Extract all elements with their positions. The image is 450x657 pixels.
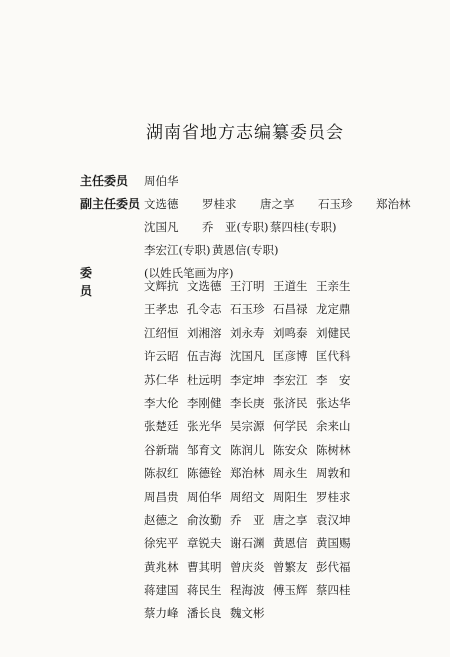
member-name: 文辉抗	[144, 279, 179, 293]
member-name: 王亲生	[316, 279, 351, 293]
members-ordering-note: (以姓氏笔画为序)	[144, 266, 234, 280]
member-name: 沈国凡	[230, 349, 265, 364]
member-name: 傅玉辉	[273, 583, 308, 598]
member-name: 杜远明	[187, 372, 222, 387]
member-name: 蔡四桂	[316, 583, 351, 598]
member-name: 周伯华	[187, 489, 222, 504]
member-name: 陈叔红	[144, 466, 179, 481]
member-name: 文选德	[187, 279, 222, 293]
deputy-row-3	[80, 241, 450, 264]
member-name: 罗桂求	[316, 489, 351, 504]
roster-header	[80, 172, 450, 298]
member-name: 陈树林	[316, 442, 351, 457]
member-name: 匡彦博	[273, 349, 308, 364]
member-name: 李刚健	[187, 395, 222, 410]
members-row	[144, 300, 444, 323]
member-name: 周敦和	[316, 466, 351, 481]
member-name: 陈安众	[273, 442, 308, 457]
member-name: 孔令志	[187, 302, 222, 317]
members-row	[144, 417, 444, 440]
members-row	[144, 558, 444, 581]
members-row	[144, 277, 444, 300]
members-row	[144, 511, 444, 534]
member-name: 张楚廷	[144, 419, 179, 434]
member-name: 蒋建国	[144, 583, 179, 598]
member-name: 张光华	[187, 419, 222, 434]
member-name: 石昌禄	[273, 302, 308, 317]
members-label: 委 员	[80, 266, 129, 298]
member-name: 唐之享	[273, 512, 308, 527]
member-name: 魏文彬	[230, 606, 265, 621]
deputy-row-2	[80, 218, 450, 241]
deputy-name: 黄恩信(专职)	[212, 243, 279, 257]
members-row	[144, 604, 444, 627]
member-name: 曾繁友	[273, 559, 308, 574]
member-name: 刘健民	[316, 325, 351, 340]
deputy-name: 乔 亚(专职)	[202, 220, 269, 234]
member-name: 黄兆林	[144, 559, 179, 574]
members-row	[144, 488, 444, 511]
member-name: 刘永寿	[230, 325, 265, 340]
member-name: 乔 亚	[230, 512, 265, 527]
member-name: 张达华	[316, 395, 351, 410]
deputy-name: 石玉珍	[318, 197, 353, 211]
member-name: 张济民	[273, 395, 308, 410]
member-name: 王道生	[273, 279, 308, 293]
member-name: 彭代福	[316, 559, 351, 574]
member-name: 陈德铨	[187, 466, 222, 481]
members-row	[144, 371, 444, 394]
member-name: 赵德之	[144, 512, 179, 527]
director-name: 周伯华	[144, 174, 179, 188]
member-name: 王汀明	[230, 279, 265, 293]
member-name: 周永生	[273, 466, 308, 481]
member-name: 潘长良	[187, 606, 222, 621]
members-row	[144, 464, 444, 487]
member-name: 周绍文	[230, 489, 265, 504]
member-name: 李定坤	[230, 372, 265, 387]
member-name: 江绍恒	[144, 325, 179, 340]
page-title: 湖南省地方志编纂委员会	[146, 123, 344, 143]
member-name: 黄国赐	[316, 536, 351, 551]
member-name: 匡代科	[316, 349, 351, 364]
member-name: 邹育文	[187, 442, 222, 457]
director-label: 主任委员	[80, 174, 129, 188]
members-row	[144, 534, 444, 557]
member-name: 曾庆炎	[230, 559, 265, 574]
member-name: 陈润儿	[230, 442, 265, 457]
member-name: 蔡力峰	[144, 606, 179, 621]
member-name: 吴宗源	[230, 419, 265, 434]
member-name: 章锐夫	[187, 536, 222, 551]
member-name: 俞汝勤	[187, 512, 222, 527]
member-name: 谷新瑞	[144, 442, 179, 457]
member-name: 李长庚	[230, 395, 265, 410]
deputy-name: 李宏江(专职)	[144, 243, 211, 257]
members-row	[144, 347, 444, 370]
member-name: 苏仁华	[144, 372, 179, 387]
member-name: 何学民	[273, 419, 308, 434]
deputy-name: 郑治林	[376, 197, 411, 211]
deputy-name: 沈国凡	[144, 220, 179, 234]
deputy-name: 罗桂求	[202, 197, 237, 211]
member-name: 徐宪平	[144, 536, 179, 551]
deputy-row-1	[80, 195, 450, 218]
member-name: 程海波	[230, 583, 265, 598]
member-name: 伍吉海	[187, 349, 222, 364]
member-name: 刘鸣泰	[273, 325, 308, 340]
members-row	[144, 441, 444, 464]
member-name: 余来山	[316, 419, 351, 434]
members-row	[144, 581, 444, 604]
member-name: 龙定鼎	[316, 302, 351, 317]
members-row	[144, 324, 444, 347]
member-name: 李宏江	[273, 372, 308, 387]
member-name: 王孝忠	[144, 302, 179, 317]
member-name: 石玉珍	[230, 302, 265, 317]
director-row	[80, 172, 450, 195]
member-name: 袁汉坤	[316, 512, 351, 527]
member-name: 周阳生	[273, 489, 308, 504]
members-row	[144, 394, 444, 417]
member-name: 刘湘溶	[187, 325, 222, 340]
members-grid	[144, 277, 444, 628]
member-name: 蒋民生	[187, 583, 222, 598]
deputy-name: 文选德	[144, 197, 179, 211]
deputy-name: 蔡四桂(专职)	[270, 220, 337, 234]
member-name: 许云昭	[144, 349, 179, 364]
member-name: 黄恩信	[273, 536, 308, 551]
member-name: 李 安	[316, 372, 351, 387]
member-name: 郑治林	[230, 466, 265, 481]
deputy-label: 副主任委员	[80, 197, 141, 211]
member-name: 李大伦	[144, 395, 179, 410]
member-name: 周昌贵	[144, 489, 179, 504]
member-name: 曹其明	[187, 559, 222, 574]
member-name: 谢石渊	[230, 536, 265, 551]
deputy-name: 唐之享	[260, 197, 295, 211]
